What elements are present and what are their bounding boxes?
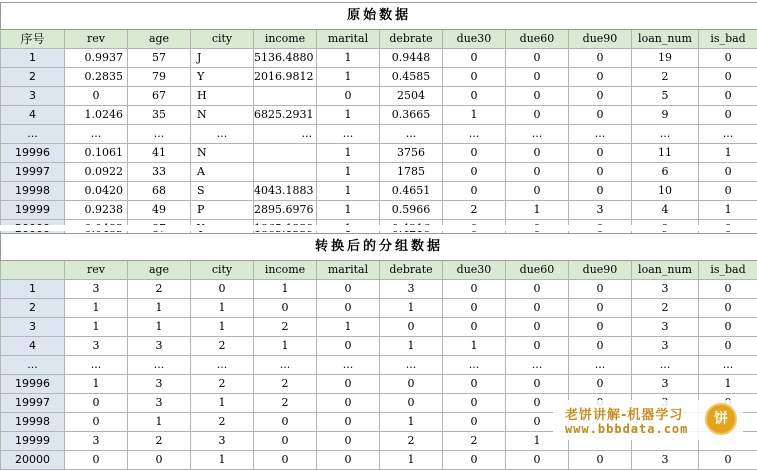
grouped-cell-age: ... (128, 356, 191, 375)
grouped-cell-city: 1 (191, 318, 254, 337)
grouped-cell-due30: ... (443, 356, 506, 375)
grouped-cell-income: 2 (254, 394, 317, 413)
raw-row-index: 19997 (1, 163, 65, 182)
grouped-cell-debrate: 2 (380, 432, 443, 451)
raw-row-index: 19998 (1, 182, 65, 201)
table-separator (0, 225, 757, 231)
raw-cell-debrate: 1785 (380, 163, 443, 182)
grouped-col-header-city: city (191, 261, 254, 280)
raw-cell-loan_num: 2 (632, 68, 699, 87)
raw-cell-debrate: 0.4585 (380, 68, 443, 87)
raw-cell-is_bad: 0 (699, 163, 757, 182)
raw-cell-marital: 1 (317, 106, 380, 125)
grouped-cell-due60: 1 (506, 432, 569, 451)
raw-cell-marital: 1 (317, 182, 380, 201)
grouped-table-row (1, 356, 757, 375)
grouped-cell-age: 2 (128, 432, 191, 451)
grouped-cell-marital: 1 (317, 318, 380, 337)
grouped-cell-age: 1 (128, 413, 191, 432)
grouped-cell-city: 2 (191, 337, 254, 356)
raw-col-header-age: age (128, 30, 191, 49)
grouped-cell-marital: 0 (317, 280, 380, 299)
raw-cell-due30: ... (443, 125, 506, 144)
grouped-data-title: 转换后的分组数据 (1, 234, 757, 261)
raw-table-row (1, 49, 757, 68)
grouped-col-header-due30: due30 (443, 261, 506, 280)
grouped-col-header-rev: rev (65, 261, 128, 280)
grouped-cell-loan_num: 3 (632, 375, 699, 394)
raw-cell-city: J (191, 49, 254, 68)
raw-cell-is_bad: 1 (699, 144, 757, 163)
raw-cell-due30: 1 (443, 106, 506, 125)
grouped-cell-debrate: 1 (380, 413, 443, 432)
raw-col-header-due30: due30 (443, 30, 506, 49)
grouped-cell-marital: 0 (317, 432, 380, 451)
raw-cell-loan_num: 11 (632, 144, 699, 163)
raw-cell-city: H (191, 87, 254, 106)
grouped-cell-marital: 0 (317, 451, 380, 470)
raw-index-header: 序号 (1, 30, 65, 49)
raw-cell-loan_num: ... (632, 125, 699, 144)
raw-data-title: 原始数据 (1, 3, 757, 30)
grouped-cell-age: 3 (128, 375, 191, 394)
grouped-cell-due90: 0 (569, 375, 632, 394)
grouped-cell-due60: 0 (506, 451, 569, 470)
raw-cell-is_bad: 0 (699, 182, 757, 201)
grouped-cell-due60: 0 (506, 318, 569, 337)
raw-cell-debrate: ... (380, 125, 443, 144)
raw-cell-income: 2895.6976 (254, 201, 317, 220)
grouped-cell-debrate: 3 (380, 280, 443, 299)
raw-cell-due90: 0 (569, 49, 632, 68)
raw-cell-city: ... (191, 125, 254, 144)
raw-cell-is_bad: 0 (699, 68, 757, 87)
grouped-cell-debrate: 0 (380, 318, 443, 337)
grouped-cell-debrate: 1 (380, 299, 443, 318)
grouped-cell-due60: 0 (506, 299, 569, 318)
raw-cell-rev: 0.9937 (65, 49, 128, 68)
raw-col-header-due60: due60 (506, 30, 569, 49)
raw-cell-income: 6825.2931 (254, 106, 317, 125)
grouped-cell-debrate: 0 (380, 394, 443, 413)
grouped-table-row (1, 451, 757, 470)
grouped-cell-due90: 0 (569, 280, 632, 299)
raw-cell-marital: 1 (317, 201, 380, 220)
raw-cell-loan_num: 4 (632, 201, 699, 220)
grouped-cell-rev: 3 (65, 432, 128, 451)
grouped-row-index: 2 (1, 299, 65, 318)
raw-row-index: 4 (1, 106, 65, 125)
raw-cell-city: Y (191, 68, 254, 87)
grouped-cell-due60: 0 (506, 375, 569, 394)
watermark-url: www.bbbdata.com (565, 422, 688, 436)
raw-cell-debrate: 0.9448 (380, 49, 443, 68)
raw-cell-due90: 0 (569, 144, 632, 163)
grouped-cell-rev: 3 (65, 280, 128, 299)
raw-cell-loan_num: 9 (632, 106, 699, 125)
grouped-cell-loan_num: 3 (632, 451, 699, 470)
raw-table-row (1, 144, 757, 163)
grouped-col-header-loan_num: loan_num (632, 261, 699, 280)
grouped-cell-debrate: 0 (380, 375, 443, 394)
grouped-col-header-due90: due90 (569, 261, 632, 280)
grouped-cell-age: 3 (128, 394, 191, 413)
raw-cell-rev: 0.0922 (65, 163, 128, 182)
raw-col-header-income: income (254, 30, 317, 49)
grouped-table-row (1, 318, 757, 337)
raw-cell-city: N (191, 106, 254, 125)
grouped-cell-due30: 2 (443, 432, 506, 451)
grouped-cell-due90: 0 (569, 451, 632, 470)
grouped-cell-rev: 0 (65, 413, 128, 432)
raw-cell-city: A (191, 163, 254, 182)
raw-row-index: 2 (1, 68, 65, 87)
raw-cell-due60: 0 (506, 106, 569, 125)
grouped-cell-rev: 1 (65, 318, 128, 337)
raw-cell-income (254, 87, 317, 106)
grouped-row-index: 4 (1, 337, 65, 356)
grouped-cell-due30: 0 (443, 413, 506, 432)
raw-col-header-city: city (191, 30, 254, 49)
grouped-cell-income: 0 (254, 451, 317, 470)
raw-cell-debrate: 0.3665 (380, 106, 443, 125)
grouped-cell-due90: ... (569, 356, 632, 375)
grouped-cell-income: 2 (254, 375, 317, 394)
grouped-cell-loan_num: 3 (632, 318, 699, 337)
raw-cell-rev: 0.0420 (65, 182, 128, 201)
raw-cell-marital: 1 (317, 68, 380, 87)
raw-table-row (1, 201, 757, 220)
raw-col-header-debrate: debrate (380, 30, 443, 49)
raw-cell-due30: 0 (443, 87, 506, 106)
raw-table-row (1, 163, 757, 182)
raw-cell-due60: 0 (506, 163, 569, 182)
raw-cell-loan_num: 6 (632, 163, 699, 182)
grouped-cell-is_bad: 1 (699, 375, 757, 394)
grouped-cell-income: 1 (254, 337, 317, 356)
watermark-title: 老饼讲解-机器学习 (565, 404, 683, 423)
raw-cell-due60: 1 (506, 201, 569, 220)
raw-cell-is_bad: 0 (699, 87, 757, 106)
grouped-cell-due60: 0 (506, 337, 569, 356)
raw-col-header-due90: due90 (569, 30, 632, 49)
raw-cell-due30: 0 (443, 144, 506, 163)
grouped-cell-marital: 0 (317, 394, 380, 413)
grouped-row-index: 19996 (1, 375, 65, 394)
grouped-index-header (1, 261, 65, 280)
raw-cell-due30: 0 (443, 182, 506, 201)
grouped-cell-city: 0 (191, 280, 254, 299)
raw-cell-is_bad: ... (699, 125, 757, 144)
grouped-cell-rev: 3 (65, 337, 128, 356)
raw-table-row (1, 125, 757, 144)
raw-cell-due30: 0 (443, 49, 506, 68)
grouped-cell-due30: 0 (443, 375, 506, 394)
raw-cell-income: ... (254, 125, 317, 144)
raw-header-row (1, 30, 757, 49)
raw-col-header-marital: marital (317, 30, 380, 49)
raw-row-index: 3 (1, 87, 65, 106)
watermark (553, 400, 743, 440)
raw-cell-rev: 0.9238 (65, 201, 128, 220)
raw-col-header-rev: rev (65, 30, 128, 49)
raw-cell-due60: 0 (506, 87, 569, 106)
grouped-cell-due30: 1 (443, 337, 506, 356)
grouped-col-header-age: age (128, 261, 191, 280)
grouped-cell-age: 2 (128, 280, 191, 299)
raw-cell-loan_num: 19 (632, 49, 699, 68)
raw-cell-age: 57 (128, 49, 191, 68)
raw-cell-income: 4043.1883 (254, 182, 317, 201)
raw-col-header-loan_num: loan_num (632, 30, 699, 49)
grouped-cell-age: 0 (128, 451, 191, 470)
raw-cell-due30: 0 (443, 163, 506, 182)
grouped-cell-is_bad: 0 (699, 299, 757, 318)
raw-row-index: 19996 (1, 144, 65, 163)
grouped-row-index: 19999 (1, 432, 65, 451)
raw-data-table (0, 2, 757, 239)
grouped-cell-due30: 0 (443, 394, 506, 413)
raw-cell-age: ... (128, 125, 191, 144)
grouped-cell-income: 0 (254, 299, 317, 318)
grouped-row-index: 20000 (1, 451, 65, 470)
raw-cell-age: 33 (128, 163, 191, 182)
grouped-row-index: 19997 (1, 394, 65, 413)
grouped-cell-rev: 1 (65, 375, 128, 394)
raw-cell-income: 5136.4880 (254, 49, 317, 68)
grouped-cell-rev: 0 (65, 451, 128, 470)
grouped-row-index: 3 (1, 318, 65, 337)
raw-cell-is_bad: 0 (699, 49, 757, 68)
grouped-cell-rev: 1 (65, 299, 128, 318)
grouped-cell-marital: ... (317, 356, 380, 375)
raw-cell-city: N (191, 144, 254, 163)
raw-cell-due90: 3 (569, 201, 632, 220)
raw-cell-loan_num: 10 (632, 182, 699, 201)
raw-cell-is_bad: 0 (699, 106, 757, 125)
raw-cell-due60: 0 (506, 49, 569, 68)
grouped-table-row (1, 337, 757, 356)
grouped-cell-loan_num: 2 (632, 299, 699, 318)
raw-cell-due60: 0 (506, 68, 569, 87)
grouped-cell-due90: 0 (569, 299, 632, 318)
grouped-col-header-debrate: debrate (380, 261, 443, 280)
raw-cell-debrate: 0.5966 (380, 201, 443, 220)
raw-cell-rev: 0 (65, 87, 128, 106)
raw-cell-age: 49 (128, 201, 191, 220)
raw-cell-is_bad: 1 (699, 201, 757, 220)
grouped-cell-marital: 0 (317, 413, 380, 432)
grouped-cell-is_bad: 0 (699, 451, 757, 470)
raw-col-header-is_bad: is_bad (699, 30, 757, 49)
grouped-cell-due60: 0 (506, 394, 569, 413)
grouped-cell-due90: 0 (569, 337, 632, 356)
grouped-header-row (1, 261, 757, 280)
grouped-cell-marital: 0 (317, 337, 380, 356)
raw-cell-due30: 2 (443, 201, 506, 220)
grouped-table-row (1, 375, 757, 394)
raw-table-row (1, 87, 757, 106)
raw-row-index: 19999 (1, 201, 65, 220)
grouped-cell-is_bad: 0 (699, 280, 757, 299)
raw-cell-age: 68 (128, 182, 191, 201)
raw-cell-due60: 0 (506, 182, 569, 201)
raw-cell-due60: 0 (506, 144, 569, 163)
raw-cell-due30: 0 (443, 68, 506, 87)
grouped-cell-due60: ... (506, 356, 569, 375)
raw-cell-income: 2016.9812 (254, 68, 317, 87)
raw-table-row (1, 68, 757, 87)
raw-cell-rev: 1.0246 (65, 106, 128, 125)
grouped-cell-age: 3 (128, 337, 191, 356)
grouped-cell-city: ... (191, 356, 254, 375)
grouped-cell-due30: 0 (443, 451, 506, 470)
raw-cell-due90: 0 (569, 68, 632, 87)
grouped-table-row (1, 280, 757, 299)
raw-table-row (1, 106, 757, 125)
raw-cell-due60: ... (506, 125, 569, 144)
grouped-cell-city: 1 (191, 394, 254, 413)
grouped-col-header-due60: due60 (506, 261, 569, 280)
raw-cell-due90: 0 (569, 163, 632, 182)
raw-cell-debrate: 2504 (380, 87, 443, 106)
raw-cell-debrate: 3756 (380, 144, 443, 163)
raw-cell-marital: ... (317, 125, 380, 144)
raw-cell-loan_num: 5 (632, 87, 699, 106)
raw-cell-due90: 0 (569, 87, 632, 106)
grouped-row-index: 19998 (1, 413, 65, 432)
raw-cell-income (254, 163, 317, 182)
grouped-cell-due90: 0 (569, 318, 632, 337)
raw-cell-marital: 1 (317, 144, 380, 163)
grouped-cell-is_bad: ... (699, 356, 757, 375)
grouped-col-header-is_bad: is_bad (699, 261, 757, 280)
grouped-cell-due60: 0 (506, 280, 569, 299)
raw-cell-age: 41 (128, 144, 191, 163)
raw-row-index: 1 (1, 49, 65, 68)
grouped-cell-income: 0 (254, 413, 317, 432)
raw-cell-age: 67 (128, 87, 191, 106)
raw-cell-rev: ... (65, 125, 128, 144)
raw-cell-rev: 0.2835 (65, 68, 128, 87)
grouped-cell-city: 1 (191, 299, 254, 318)
raw-cell-income (254, 144, 317, 163)
grouped-cell-rev: ... (65, 356, 128, 375)
raw-cell-marital: 1 (317, 49, 380, 68)
watermark-logo-icon: 饼 (705, 403, 737, 435)
grouped-cell-debrate: 1 (380, 337, 443, 356)
raw-cell-city: P (191, 201, 254, 220)
grouped-cell-is_bad: 0 (699, 318, 757, 337)
grouped-row-index: 1 (1, 280, 65, 299)
raw-cell-due90: 0 (569, 182, 632, 201)
grouped-cell-loan_num: 3 (632, 280, 699, 299)
grouped-row-index: ... (1, 356, 65, 375)
raw-row-index: ... (1, 125, 65, 144)
grouped-cell-loan_num: ... (632, 356, 699, 375)
grouped-cell-income: 0 (254, 432, 317, 451)
raw-cell-due90: 0 (569, 106, 632, 125)
grouped-cell-due30: 0 (443, 318, 506, 337)
grouped-cell-age: 1 (128, 299, 191, 318)
grouped-cell-is_bad: 0 (699, 337, 757, 356)
raw-cell-rev: 0.1061 (65, 144, 128, 163)
grouped-cell-income: 2 (254, 318, 317, 337)
grouped-cell-debrate: 1 (380, 451, 443, 470)
grouped-cell-city: 2 (191, 375, 254, 394)
raw-cell-due90: ... (569, 125, 632, 144)
grouped-cell-debrate: ... (380, 356, 443, 375)
grouped-cell-marital: 0 (317, 299, 380, 318)
grouped-col-header-income: income (254, 261, 317, 280)
grouped-table-row (1, 299, 757, 318)
grouped-cell-rev: 0 (65, 394, 128, 413)
grouped-cell-due60: 0 (506, 413, 569, 432)
grouped-cell-income: ... (254, 356, 317, 375)
raw-cell-age: 79 (128, 68, 191, 87)
grouped-cell-due30: 0 (443, 299, 506, 318)
grouped-cell-income: 1 (254, 280, 317, 299)
grouped-cell-age: 1 (128, 318, 191, 337)
grouped-cell-city: 2 (191, 413, 254, 432)
grouped-col-header-marital: marital (317, 261, 380, 280)
grouped-cell-due30: 0 (443, 280, 506, 299)
raw-cell-debrate: 0.4651 (380, 182, 443, 201)
raw-cell-marital: 0 (317, 87, 380, 106)
grouped-cell-loan_num: 3 (632, 337, 699, 356)
raw-cell-marital: 1 (317, 163, 380, 182)
grouped-cell-marital: 0 (317, 375, 380, 394)
raw-table-row (1, 182, 757, 201)
grouped-cell-city: 1 (191, 451, 254, 470)
grouped-cell-city: 3 (191, 432, 254, 451)
raw-cell-age: 35 (128, 106, 191, 125)
raw-cell-city: S (191, 182, 254, 201)
